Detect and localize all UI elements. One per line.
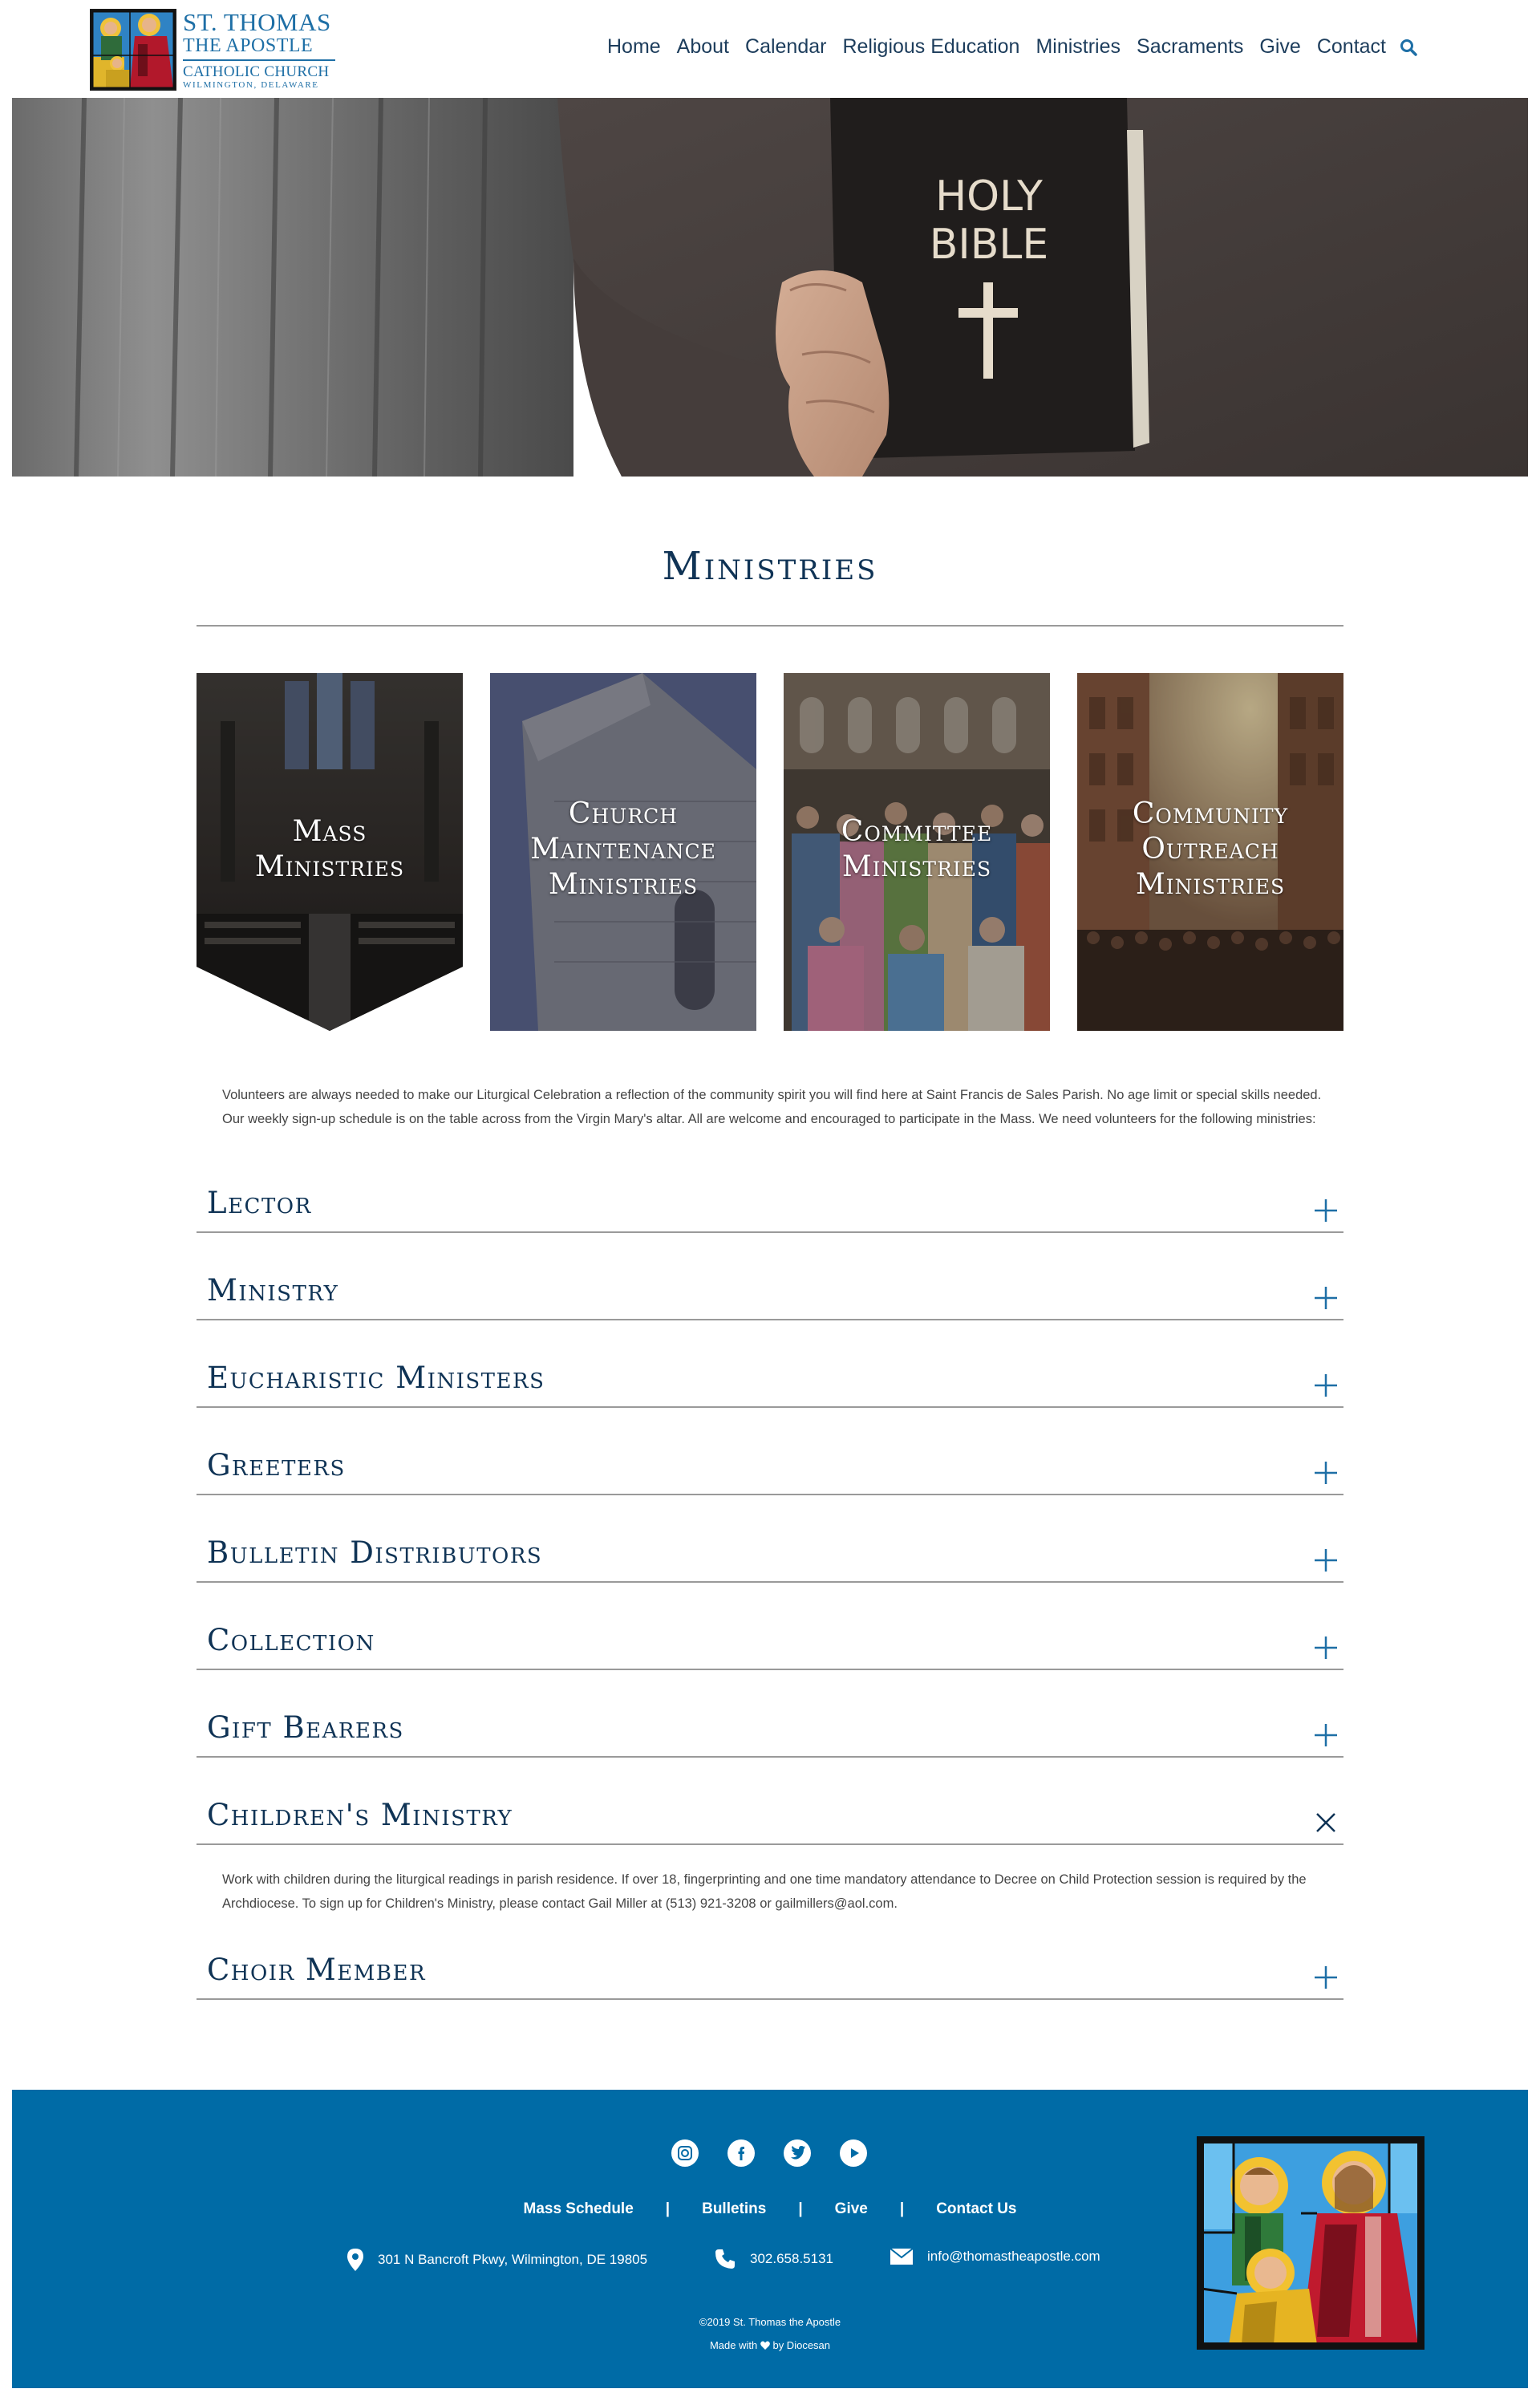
site-footer (12, 2090, 1528, 2388)
tile-label-line-3: Ministries (1135, 868, 1286, 901)
mail-icon (890, 2249, 913, 2265)
search-icon[interactable] (1399, 38, 1418, 57)
accordion-item-childrens-ministry[interactable] (197, 1770, 1343, 1911)
nav-calendar[interactable]: Calendar (745, 35, 827, 58)
youtube-icon[interactable] (840, 2139, 867, 2167)
tile-label-line-3: Ministries (548, 868, 699, 901)
accordion-header[interactable] (197, 1420, 1343, 1495)
tile-label (1077, 797, 1343, 902)
nav-about[interactable]: About (676, 35, 730, 58)
bible-title-line-1: HOLY (935, 172, 1043, 221)
accordion-header[interactable] (197, 1507, 1343, 1583)
heart-icon (760, 2341, 770, 2350)
footer-link-bulletins[interactable]: Bulletins (702, 2200, 767, 2217)
page-title: Ministries (662, 544, 878, 589)
social-links (671, 2139, 896, 2167)
accordion-header[interactable] (197, 1158, 1343, 1233)
tile-label-line-2: Outreach (1141, 833, 1279, 866)
accordion-body: Work with children during the liturgical readings in parish residence. If over 18, fingerprinting and one time mandatory attendance to Decree on Child Protection session is required by the Archdiocese. To sign up for Children's Ministry, please contact Gail Miller at (513) 921-3208 or gailmillers@aol.com. (222, 1872, 1307, 1911)
made-with-suffix[interactable]: by Diocesan (772, 2339, 831, 2351)
nav-sacraments[interactable]: Sacraments (1137, 35, 1244, 58)
tile-mass-ministries[interactable] (197, 673, 463, 1031)
accordion-item-bulletin-distributors[interactable] (197, 1507, 1343, 1583)
map-pin-icon (347, 2249, 363, 2271)
bible-title-line-2: BIBLE (929, 221, 1049, 269)
logo-line-3: CATHOLIC CHURCH (183, 63, 330, 80)
accordion-header[interactable] (197, 1245, 1343, 1320)
footer-link-mass-schedule[interactable]: Mass Schedule (523, 2200, 634, 2217)
footer-address[interactable] (347, 2249, 647, 2271)
accordion-title: Bulletin Distributors (207, 1535, 543, 1570)
footer-address-text: 301 N Bancroft Pkwy, Wilmington, DE 19805 (378, 2252, 648, 2267)
plus-icon[interactable] (1313, 1722, 1339, 1748)
instagram-icon[interactable] (671, 2139, 699, 2167)
site-logo[interactable] (90, 8, 335, 91)
accordion-item-lector[interactable] (197, 1158, 1343, 1233)
plus-icon[interactable] (1313, 1635, 1339, 1661)
nav-ministries[interactable]: Ministries (1035, 35, 1121, 58)
accordion-title: Gift Bearers (207, 1710, 404, 1745)
footer-email-text: info@thomastheapostle.com (927, 2249, 1100, 2264)
plus-icon[interactable] (1313, 1460, 1339, 1486)
tile-label-line-1: Committee (841, 815, 993, 848)
intro-paragraph: Volunteers are always needed to make our Liturgical Celebration a reflection of the community spirit you will find here at Saint Francis de Sales Parish. No age limit or special skills needed. Our weekly sign-up schedule is on the table across from the Virgin Mary's altar. All are welcome and encouraged to participate in the Mass. We need volunteers for the following ministries: (222, 1088, 1322, 1126)
footer-phone-text: 302.658.5131 (750, 2251, 833, 2266)
hero-banner (12, 98, 1528, 477)
accordion-title: Eucharistic Ministers (207, 1361, 545, 1395)
site-header (0, 0, 1540, 98)
tile-label-line-1: Church (568, 797, 679, 830)
tile-label (490, 797, 756, 902)
tile-church-maintenance-ministries[interactable] (490, 673, 756, 1031)
phone-icon (715, 2249, 736, 2269)
accordion-title: Lector (207, 1186, 312, 1220)
footer-email[interactable] (890, 2249, 1100, 2265)
accordion-header[interactable] (197, 1682, 1343, 1758)
plus-icon[interactable] (1313, 1547, 1339, 1573)
plus-icon[interactable] (1313, 1373, 1339, 1398)
accordion-title: Greeters (207, 1448, 346, 1482)
stained-glass-art (1197, 2136, 1424, 2350)
footer-link-contact-us[interactable]: Contact Us (936, 2200, 1017, 2217)
title-divider (197, 625, 1343, 627)
footer-separator: | (899, 2200, 905, 2217)
accordion-title: Children's Ministry (207, 1798, 513, 1832)
stained-glass-logo-icon (90, 9, 176, 91)
facebook-icon[interactable] (727, 2139, 755, 2167)
nav-give[interactable]: Give (1259, 35, 1301, 58)
accordion-item-gift-bearers[interactable] (197, 1682, 1343, 1758)
footer-phone[interactable] (715, 2249, 833, 2269)
tile-label (784, 814, 1050, 885)
accordion-title: Collection (207, 1623, 375, 1657)
logo-divider (183, 59, 335, 61)
accordion-title: Choir Member (207, 1953, 427, 1987)
nav-religious-education[interactable]: Religious Education (842, 35, 1020, 58)
tile-label-line-1: Mass (292, 815, 367, 848)
logo-text (183, 7, 335, 91)
tile-community-outreach-ministries[interactable] (1077, 673, 1343, 1031)
main-nav (591, 35, 1418, 59)
accordion-header[interactable] (197, 1924, 1343, 2000)
accordion-header[interactable] (197, 1770, 1343, 1845)
accordion-item-choir-member[interactable] (197, 1924, 1343, 2000)
accordion-item-ministry[interactable] (197, 1245, 1343, 1320)
tile-label-line-2: Maintenance (530, 833, 716, 866)
accordion-title: Ministry (207, 1273, 339, 1308)
tile-label-line-1: Community (1132, 797, 1289, 830)
tile-label-line-2: Ministries (254, 850, 405, 883)
twitter-icon[interactable] (784, 2139, 811, 2167)
plus-icon[interactable] (1313, 1198, 1339, 1223)
accordion-header[interactable] (197, 1332, 1343, 1408)
footer-separator: | (665, 2200, 671, 2217)
accordion-item-collection[interactable] (197, 1595, 1343, 1670)
hero-image (12, 98, 1528, 477)
nav-contact[interactable]: Contact (1316, 35, 1386, 58)
tile-label-line-2: Ministries (841, 850, 992, 883)
logo-line-1: ST. THOMAS (183, 7, 331, 36)
tile-label (197, 814, 463, 885)
accordion-item-greeters[interactable] (197, 1420, 1343, 1495)
accordion-item-eucharistic-ministers[interactable] (197, 1332, 1343, 1408)
logo-line-4: WILMINGTON, DELAWARE (183, 79, 319, 90)
tile-committee-ministries[interactable] (784, 673, 1050, 1031)
plus-icon[interactable] (1313, 1965, 1339, 1990)
made-with-prefix: Made with (709, 2339, 758, 2351)
accordion-header[interactable] (197, 1595, 1343, 1670)
footer-link-give[interactable]: Give (834, 2200, 868, 2217)
logo-line-2: THE APOSTLE (183, 34, 314, 56)
nav-home[interactable]: Home (606, 35, 661, 58)
plus-icon[interactable] (1313, 1285, 1339, 1311)
close-icon[interactable] (1313, 1810, 1339, 1835)
footer-separator: | (798, 2200, 803, 2217)
copyright: ©2019 St. Thomas the Apostle (699, 2316, 841, 2328)
